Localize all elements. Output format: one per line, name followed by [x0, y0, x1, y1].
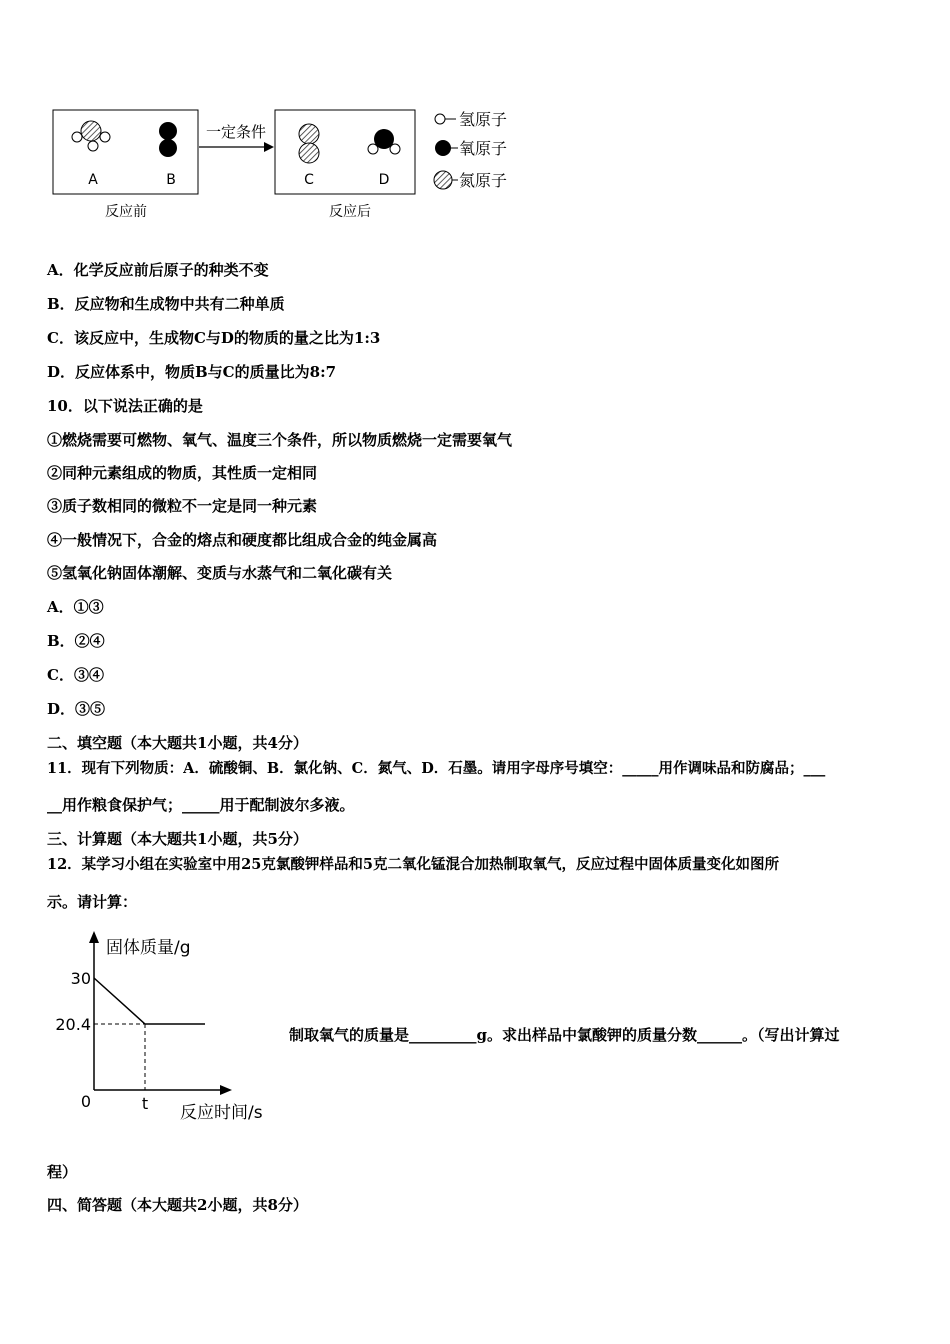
- label-c: C: [304, 172, 314, 188]
- q12-line3: 程）: [47, 1163, 78, 1181]
- origin-label: 0: [80, 1092, 92, 1111]
- before-label: 反应前: [105, 204, 147, 220]
- label-b: B: [166, 172, 176, 188]
- x-tick-label-t: t: [141, 1094, 149, 1113]
- arrow-label: 一定条件: [205, 123, 267, 141]
- q12-line1: 12．某学习小组在实验室中用25克氯酸钾样品和5克二氧化锰混合加热制取氧气，反应过程中固体质量变化如图所: [47, 856, 779, 873]
- q12-side-text: 制取氧气的质量是_________g。求出样品中氯酸钾的质量分数______。（写出计算过: [289, 1026, 840, 1044]
- q10-statement-3: ③质子数相同的微粒不一定是同一种元素: [47, 497, 318, 515]
- reaction-diagram: [0, 0, 950, 235]
- legend-oxygen-label: 氧原子: [459, 139, 508, 158]
- q9-option-c: C．该反应中，生成物C与D的物质的量之比为1:3: [47, 329, 381, 347]
- series-line: [94, 978, 205, 1024]
- q10-option-a: A．①③: [47, 598, 104, 616]
- molecule-d: [368, 129, 400, 154]
- legend-nitrogen-label: 氮原子: [459, 171, 508, 190]
- y-tick-label-20-4: 20.4: [55, 1015, 91, 1034]
- label-d: D: [378, 172, 390, 188]
- before-box: [53, 110, 198, 194]
- section3-title: 三、计算题（本大题共1小题，共5分）: [47, 830, 308, 848]
- q9-option-d: D．反应体系中，物质B与C的质量比为8:7: [47, 363, 337, 381]
- q9-option-a: A．化学反应前后原子的种类不变: [47, 261, 269, 279]
- x-axis-label: 反应时间/s: [180, 1103, 263, 1123]
- q10-option-b: B．②④: [47, 632, 105, 650]
- label-a: A: [88, 172, 98, 188]
- mass-time-chart: [40, 925, 290, 1130]
- y-axis-label: 固体质量/g: [106, 938, 191, 958]
- q10-statement-1: ①燃烧需要可燃物、氧气、温度三个条件，所以物质燃烧一定需要氧气: [47, 431, 513, 449]
- legend-oxygen: [435, 139, 507, 158]
- q10-option-c: C．③④: [47, 666, 104, 684]
- q10-statement-5: ⑤氢氧化钠固体潮解、变质与水蒸气和二氧化碳有关: [47, 564, 393, 582]
- q10-option-d: D．③⑤: [47, 700, 106, 718]
- section2-title: 二、填空题（本大题共1小题，共4分）: [47, 734, 308, 752]
- molecule-a: [72, 121, 110, 151]
- legend-nitrogen: [434, 171, 507, 190]
- molecule-c: [299, 124, 319, 163]
- q11-line2: __用作粮食保护气；_____用于配制波尔多液。: [47, 796, 355, 814]
- q10-statement-2: ②同种元素组成的物质，其性质一定相同: [47, 464, 318, 482]
- legend-hydrogen-label: 氢原子: [459, 110, 508, 129]
- q11-line1: 11．现有下列物质：A．硫酸铜、B．氯化钠、C．氮气、D．石墨。请用字母序号填空：_____用作调味品和防腐品；___: [47, 760, 826, 777]
- molecule-b: [159, 122, 177, 157]
- q9-option-b: B．反应物和生成物中共有二种单质: [47, 295, 285, 313]
- y-axis-arrow: [89, 931, 99, 943]
- section4-title: 四、简答题（本大题共2小题，共8分）: [47, 1196, 308, 1214]
- q12-line2: 示。请计算：: [47, 893, 138, 911]
- after-label: 反应后: [329, 204, 371, 220]
- q10-stem: 10．以下说法正确的是: [47, 397, 203, 415]
- x-axis-arrow: [220, 1085, 232, 1095]
- q10-statement-4: ④一般情况下，合金的熔点和硬度都比组成合金的纯金属高: [47, 531, 438, 549]
- legend-hydrogen: [435, 110, 507, 129]
- y-tick-label-30: 30: [70, 969, 91, 988]
